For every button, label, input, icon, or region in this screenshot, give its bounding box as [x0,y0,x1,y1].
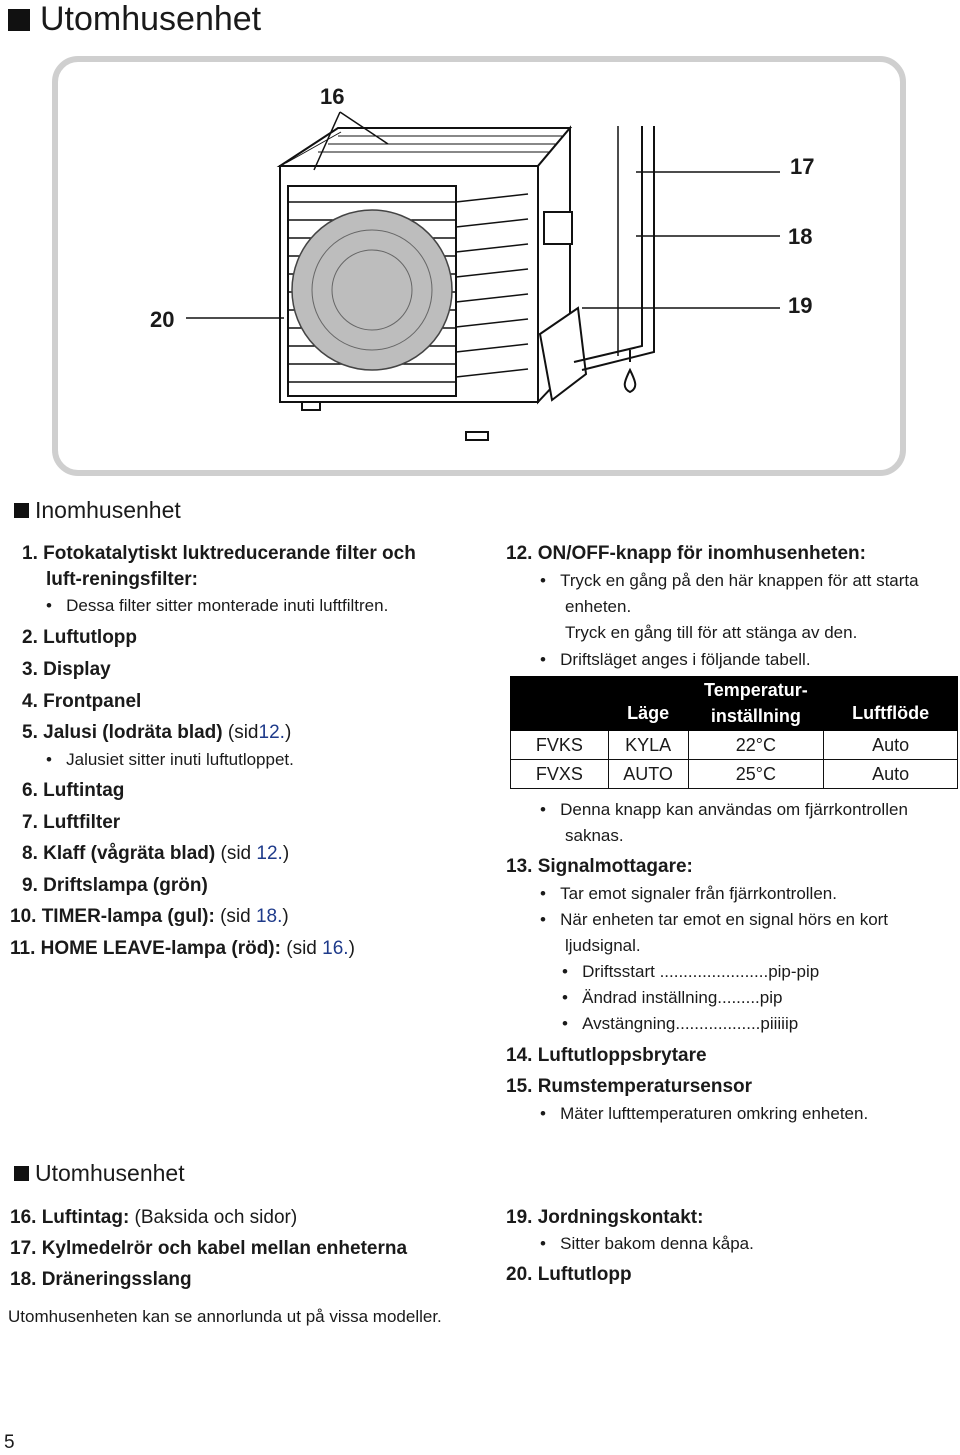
item-8: 8. Klaff (vågräta blad) (sid 12.) [22,843,290,864]
item-1-line2: luft-reningsfilter: [46,569,198,590]
item-5: 5. Jalusi (lodräta blad) (sid12.) [22,722,292,743]
cell-mode: KYLA [608,731,688,760]
item-12: 12. ON/OFF-knapp för inomhusenheten: [506,543,866,564]
item-14: 14. Luftutloppsbrytare [506,1045,707,1066]
cell-airflow: Auto [824,760,958,789]
item-9: 9. Driftslampa (grön) [22,875,208,896]
item-1-line1: 1. Fotokatalytiskt luktreducerande filter och [22,543,416,564]
item-15: 15. Rumstemperatursensor [506,1076,753,1097]
callout-19: 19 [788,293,813,318]
item-13-bullet-2-cont: ljudsignal. [565,936,641,955]
item-12-bullet-1: • Tryck en gång på den här knappen för att starta [540,571,919,590]
item-12-bullet-2: • Driftsläget anges i följande tabell. [540,650,811,669]
square-bullet-icon [14,1166,29,1181]
item-20: 20. Luftutlopp [506,1264,632,1285]
item-2: 2. Luftutlopp [22,627,138,648]
item-12-bullet-1-cont2: Tryck en gång till för att stänga av den. [565,623,858,642]
callout-20: 20 [150,307,175,332]
outdoor-heading-text: Utomhusenhet [35,1160,185,1186]
item-4: 4. Frontpanel [22,691,142,712]
square-bullet-icon [8,9,30,31]
sound-item: • Avstängning..................piiiiip [562,1014,799,1033]
header-model [511,677,609,731]
item-6: 6. Luftintag [22,780,125,801]
page-number: 5 [4,1432,15,1453]
item-7: 7. Luftfilter [22,812,121,833]
table-row [511,731,958,760]
callout-17: 17 [790,154,815,179]
header-temp: Temperatur- inställning [688,677,824,731]
item-17: 17. Kylmedelrör och kabel mellan enheterna [10,1238,408,1259]
item-3: 3. Display [22,659,111,680]
item-5-bullet: • Jalusiet sitter inuti luftutloppet. [46,750,294,769]
cell-model: FVKS [511,731,609,760]
cell-temp: 22°C [688,731,824,760]
item-13-bullet-1: • Tar emot signaler från fjärrkontrollen. [540,884,837,903]
table-row [511,760,958,789]
outdoor-note: Utomhusenheten kan se annorlunda ut på vissa modeller. [8,1307,442,1326]
cell-temp: 25°C [688,760,824,789]
header-airflow: Luftflöde [824,677,958,731]
item-12-bullet-1-cont: enheten. [565,597,632,616]
callout-18: 18 [788,224,813,249]
item-18: 18. Dräneringsslang [10,1269,192,1290]
indoor-heading-text: Inomhusenhet [35,497,181,523]
callout-16: 16 [320,84,345,109]
sound-item: • Ändrad inställning.........pip [562,988,783,1007]
cell-mode: AUTO [608,760,688,789]
item-13-bullet-2: • När enheten tar emot en signal hörs en kort [540,910,889,929]
page-title-text: Utomhusenhet [40,0,262,38]
item-12-bullet-3-cont: saknas. [565,826,624,845]
cell-airflow: Auto [824,731,958,760]
item-12-bullet-3: • Denna knapp kan användas om fjärrkontrollen [540,800,908,819]
page-title [8,0,261,39]
outdoor-unit-illustration [58,62,900,470]
item-10: 10. TIMER-lampa (gul): (sid 18.) [10,906,289,927]
item-16: 16. Luftintag: (Baksida och sidor) [10,1207,298,1228]
mode-table [510,676,958,789]
item-19-bullet: • Sitter bakom denna kåpa. [540,1234,754,1253]
indoor-heading [14,497,181,524]
item-1-bullet: • Dessa filter sitter monterade inuti luftfiltren. [46,596,389,615]
outdoor-heading [14,1160,185,1187]
square-bullet-icon [14,503,29,518]
item-15-bullet: • Mäter lufttemperaturen omkring enheten. [540,1104,869,1123]
sound-item: • Driftsstart .......................pip-pip [562,962,820,981]
item-13: 13. Signalmottagare: [506,856,693,877]
cell-model: FVXS [511,760,609,789]
item-11: 11. HOME LEAVE-lampa (röd): (sid 16.) [10,938,355,959]
mode-table-header [511,677,958,731]
header-mode: Läge [608,677,688,731]
item-19: 19. Jordningskontakt: [506,1207,704,1228]
